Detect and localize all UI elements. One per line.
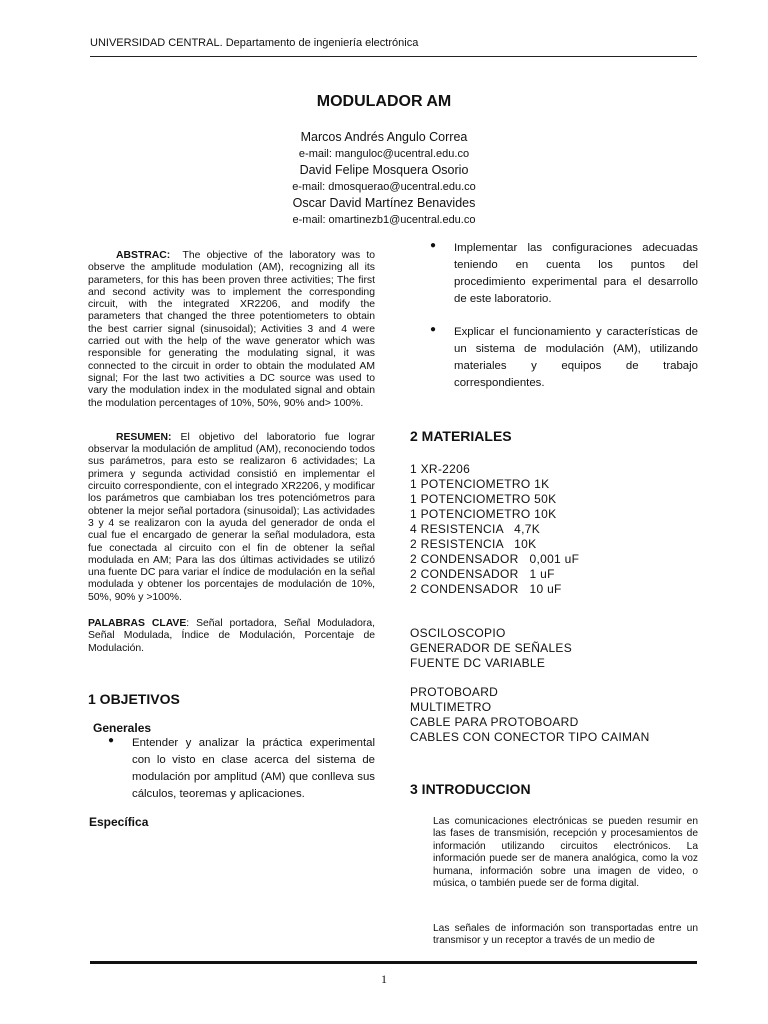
objective-text: Entender y analizar la práctica experimental con lo visto en clase acerca del sistema de modulación por amplitud (AM) que conlleva sus cálculos, teoremas y aplicaciones.: [132, 736, 375, 800]
keywords-text: : Señal portadora, Señal Moduladora, Señal Modulada, Índice de Modulación, Porcentaje de Modulación.: [88, 618, 375, 654]
material-item: CABLE PARA PROTOBOARD: [410, 715, 579, 729]
running-header: UNIVERSIDAD CENTRAL. Departamento de ingeniería electrónica: [90, 37, 419, 49]
page-number: 1: [381, 972, 387, 986]
section-heading-materiales: 2 MATERIALES: [410, 428, 512, 444]
header-rule: [90, 56, 697, 57]
materials-equipment: [410, 626, 698, 671]
intro-paragraph: Las comunicaciones electrónicas se pueden resumir en las fases de transmisión, recepción y procesamientos de información utilizando circuitos electrónicos. La información puede ser de manera analógica, como la voz humana, información sobre una imagen de video, o música, o también puede ser de forma digital.: [433, 816, 698, 890]
keywords-label: PALABRAS CLAVE: [88, 618, 187, 630]
material-item: 2 CONDENSADOR 10 uF: [410, 582, 562, 596]
list-item: [410, 240, 698, 308]
author-name: Marcos Andrés Angulo Correa: [300, 130, 468, 144]
resumen-label: RESUMEN:: [116, 431, 172, 443]
author-name: Oscar David Martínez Benavides: [292, 196, 476, 210]
left-column: [88, 250, 375, 829]
author-block: [0, 129, 768, 228]
bullet-icon: ●: [430, 324, 437, 335]
specific-objectives: [410, 240, 698, 392]
keywords-paragraph: [88, 618, 375, 655]
material-item: 1 POTENCIOMETRO 10K: [410, 507, 557, 521]
material-item: 1 XR-2206: [410, 462, 471, 476]
subheading-especifica: Específica: [89, 814, 149, 829]
author-name: David Felipe Mosquera Osorio: [299, 163, 469, 177]
material-item: GENERADOR DE SEÑALES: [410, 641, 573, 655]
objective-text: Implementar las configuraciones adecuadas teniendo en cuenta los puntos del procedimiento experimental para el desarrollo de este laboratorio.: [454, 242, 698, 305]
materials-components: [410, 462, 698, 597]
material-item: 1 POTENCIOMETRO 1K: [410, 477, 550, 491]
author-email: e-mail: dmosquerao@ucentral.edu.co: [292, 181, 476, 193]
paper-title: MODULADOR AM: [316, 93, 452, 110]
bullet-icon: ●: [108, 734, 115, 746]
material-item: FUENTE DC VARIABLE: [410, 656, 546, 670]
resumen-text: El objetivo del laboratorio fue lograr observar la modulación de amplitud (AM), reconociendo todos sus parámetros, para esto se realizaron 6 actividades; La primera y segunda actividad consistió en implementar el circuito correspondiente, con el integrado XR2206, y modificar los parámetros que cambiaban los tres potenciómetros para obtener la mejor señal portadora (sinusoidal); Las actividades 3 y 4 se realizaron con la ayuda del generador de onda el cual fue el encargado de generar la señal moduladora, esta fue conectada al circuito con el fin de obtener la señal modulada en AM; Para las dos últimas actividades se utilizó una fuente DC para variar el índice de modulación en la señal modulada y obtener los porcentajes de modulación de 10%, 50%, 90% y >100%.: [88, 431, 375, 603]
list-item: [88, 735, 375, 803]
bullet-icon: ●: [430, 240, 437, 251]
resumen-paragraph: [88, 432, 375, 604]
section-heading-objetivos: 1 OBJETIVOS: [88, 690, 180, 707]
material-item: 2 CONDENSADOR 0,001 uF: [410, 552, 580, 566]
material-item: MULTIMETRO: [410, 700, 492, 714]
footer-rule: [90, 961, 697, 964]
abstract-label: ABSTRAC:: [116, 250, 171, 261]
material-item: 1 POTENCIOMETRO 50K: [410, 492, 557, 506]
author-email: e-mail: manguloc@ucentral.edu.co: [298, 148, 470, 160]
material-item: 2 RESISTENCIA 10K: [410, 537, 537, 551]
material-item: CABLES CON CONECTOR TIPO CAIMAN: [410, 730, 650, 744]
author-email: e-mail: omartinezb1@ucentral.edu.co: [292, 214, 476, 226]
list-item: [410, 324, 698, 392]
objective-text: Explicar el funcionamiento y características de un sistema de modulación (AM), utilizando materiales y equipos de trabajo correspondientes.: [454, 326, 698, 389]
materials-accessories: [410, 685, 698, 745]
material-item: 2 CONDENSADOR 1 uF: [410, 567, 555, 581]
material-item: 4 RESISTENCIA 4,7K: [410, 522, 541, 536]
abstract-text: The objective of the laboratory was to observe the amplitude modulation (AM), recognizing all its parameters, for this has been proven three activities; The first and second activity was to implement the corresponding circuit, with the integrated XR2206, and modify the parameters that changed the three potentiometers to obtain the best carrier signal (sinusoidal); Activities 3 and 4 were carried out with the help of the wave generator which was responsible for generating the modulating signal, it was connected to the circuit in order to obtain the modulated AM signal; For the last two activities a DC source was used to vary the modulation index in the modulated signal and obtain the modulation percentages of 10%, 50%, 90% and> 100%.: [88, 250, 375, 409]
material-item: PROTOBOARD: [410, 685, 499, 699]
abstract-paragraph: [88, 250, 375, 410]
subheading-generales: Generales: [93, 720, 152, 735]
intro-paragraph: Las señales de información son transportadas entre un transmisor y un receptor a través de un medio de: [433, 923, 698, 947]
section-heading-introduccion: 3 INTRODUCCION: [410, 781, 531, 797]
material-item: OSCILOSCOPIO: [410, 626, 506, 640]
